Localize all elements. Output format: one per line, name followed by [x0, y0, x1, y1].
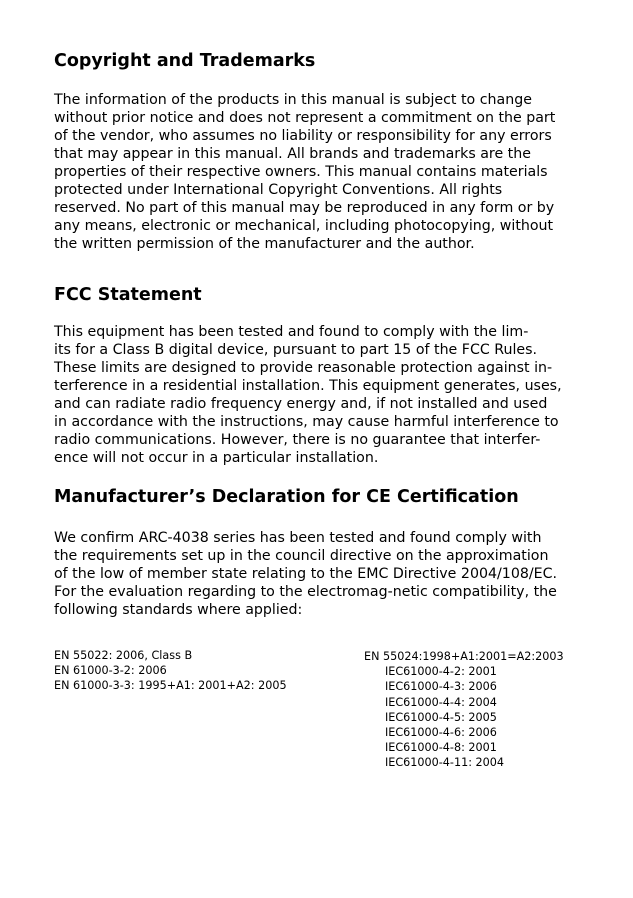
text-line: reserved. No part of this manual may be reproduced in any form or by — [54, 200, 555, 216]
ce-heading: Manufacturer’s Declaration for CE Certification — [54, 487, 519, 507]
text-line: protected under International Copyright Conventions. All rights — [54, 182, 503, 198]
text-line: We confirm ARC-4038 series has been tested and found comply with — [54, 530, 542, 546]
text-line: radio communications. However, there is no guarantee that interfer- — [54, 432, 541, 448]
standard-item: EN 61000-3-3: 1995+A1: 2001+A2: 2005 — [54, 679, 287, 693]
text-line: the requirements set up in the council directive on the approximation — [54, 548, 549, 564]
fcc-heading: FCC Statement — [54, 285, 202, 305]
text-line: that may appear in this manual. All brands and trademarks are the — [54, 146, 531, 162]
text-line: the written permission of the manufacturer and the author. — [54, 236, 475, 252]
text-line: This equipment has been tested and found to comply with the lim- — [54, 324, 529, 340]
standard-item: IEC61000-4-3: 2006 — [385, 680, 497, 694]
text-line: of the low of member state relating to the EMC Directive 2004/108/EC. — [54, 566, 558, 582]
text-line: For the evaluation regarding to the electromag-netic compatibility, the — [54, 584, 557, 600]
text-line: The information of the products in this manual is subject to change — [54, 92, 532, 108]
standards-left-list — [54, 648, 287, 694]
text-line: ence will not occur in a particular installation. — [54, 450, 379, 466]
copyright-heading: Copyright and Trademarks — [54, 51, 316, 71]
text-line: These limits are designed to provide reasonable protection against in- — [54, 360, 553, 376]
text-line: terference in a residential installation. This equipment generates, uses, — [54, 378, 562, 394]
text-line: its for a Class B digital device, pursuant to part 15 of the FCC Rules. — [54, 342, 538, 358]
text-line: any means, electronic or mechanical, including photocopying, without — [54, 218, 554, 234]
ce-paragraph — [54, 529, 557, 619]
standard-header: EN 55024:1998+A1:2001=A2:2003 — [364, 650, 564, 663]
copyright-paragraph — [54, 91, 555, 253]
standard-item: IEC61000-4-5: 2005 — [385, 710, 497, 724]
standard-item: IEC61000-4-11: 2004 — [385, 756, 504, 770]
text-line: of the vendor, who assumes no liability or responsibility for any errors — [54, 128, 552, 144]
standard-item: IEC61000-4-2: 2001 — [385, 665, 497, 679]
standard-item: IEC61000-4-6: 2006 — [385, 726, 497, 740]
text-line: properties of their respective owners. This manual contains materials — [54, 164, 548, 180]
standard-item: EN 61000-3-2: 2006 — [54, 664, 167, 678]
standard-item: EN 55022: 2006, Class B — [54, 649, 193, 662]
standard-item: IEC61000-4-4: 2004 — [385, 695, 497, 709]
standard-item: IEC61000-4-8: 2001 — [385, 741, 497, 755]
text-line: in accordance with the instructions, may cause harmful interference to — [54, 414, 559, 430]
text-line: and can radiate radio frequency energy and, if not installed and used — [54, 396, 548, 412]
text-line: following standards where applied: — [54, 602, 303, 618]
fcc-paragraph — [54, 323, 562, 467]
text-line: without prior notice and does not represent a commitment on the part — [54, 110, 556, 126]
standards-right-list — [364, 649, 564, 771]
